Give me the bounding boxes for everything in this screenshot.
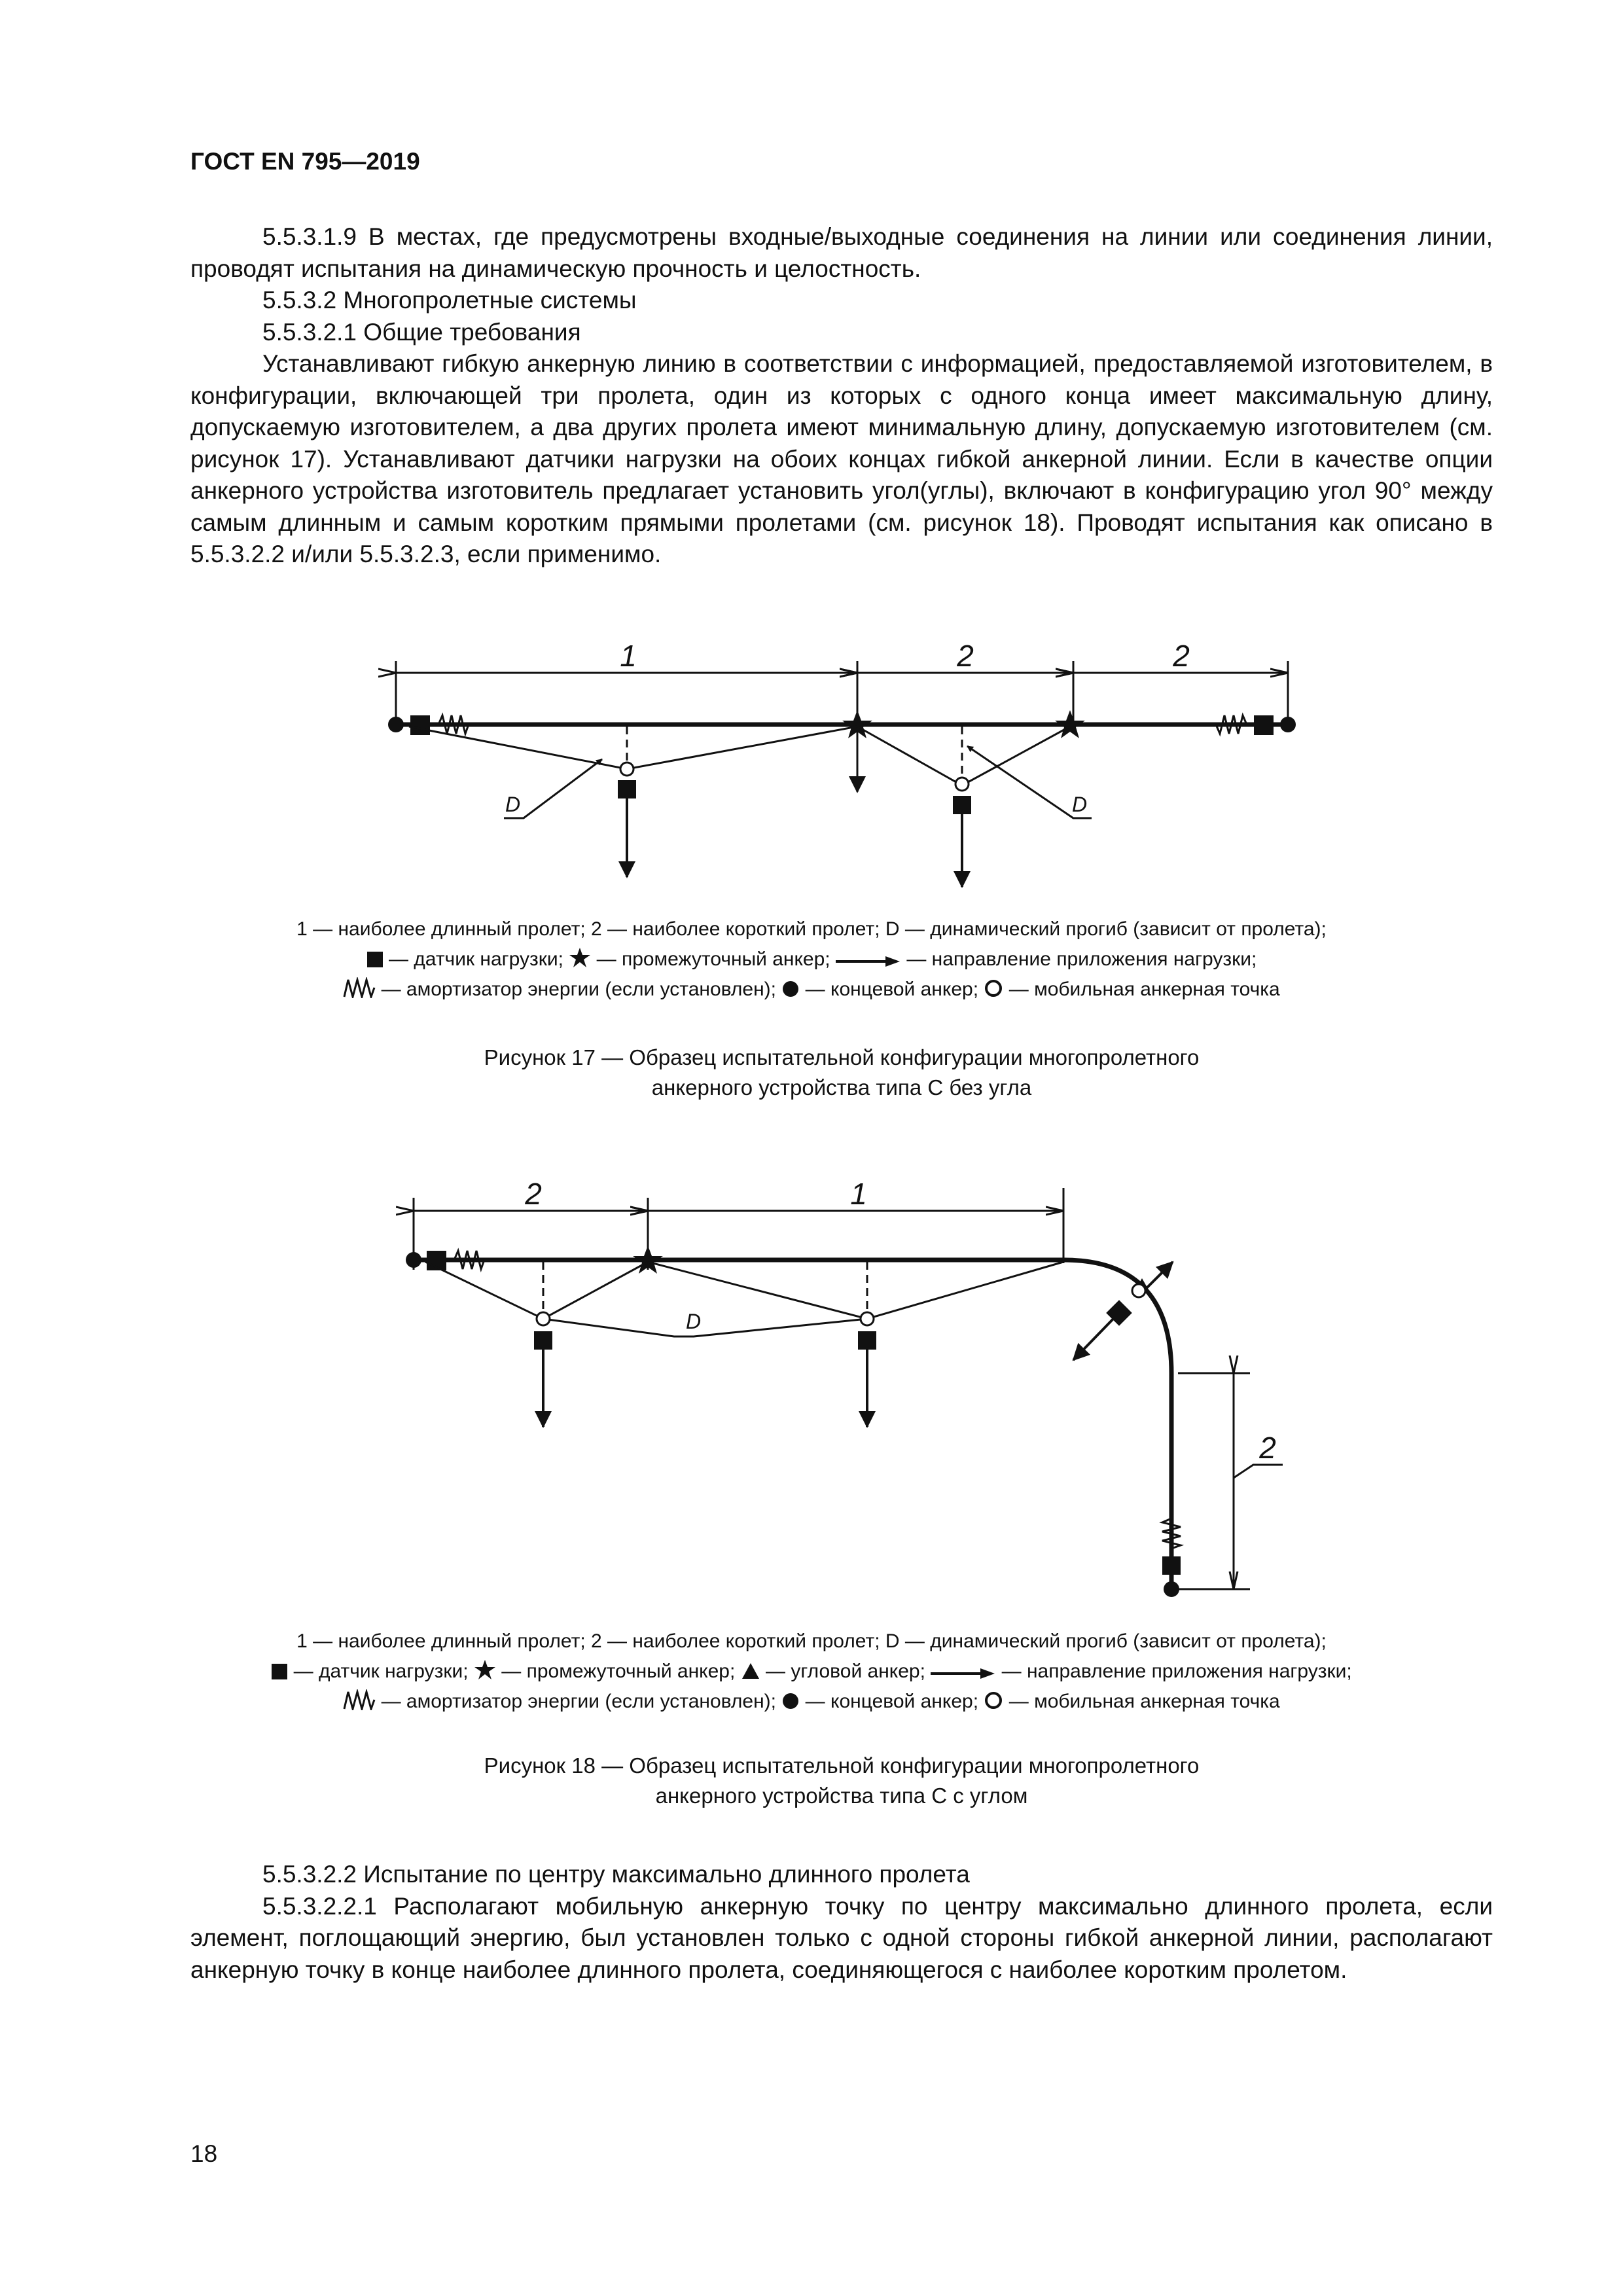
end-anchor-icon bbox=[781, 980, 800, 998]
figure-18-diagram bbox=[0, 1172, 1623, 1610]
legend-text: — промежуточный анкер; bbox=[596, 948, 830, 970]
arrow-icon bbox=[931, 1667, 996, 1680]
closing-text bbox=[190, 1859, 1493, 1986]
figure-18-caption bbox=[190, 1751, 1493, 1811]
legend-line bbox=[131, 944, 1492, 975]
load-sensor bbox=[618, 780, 636, 798]
intro-text bbox=[190, 221, 1493, 571]
star-icon bbox=[569, 947, 591, 968]
load-sensor bbox=[1162, 1556, 1181, 1575]
load-sensor bbox=[534, 1331, 552, 1350]
end-anchor-icon bbox=[781, 1692, 800, 1710]
span-label-1: 1 bbox=[620, 639, 637, 673]
arrow-icon bbox=[836, 955, 901, 968]
legend-line bbox=[131, 1626, 1492, 1657]
end-anchor bbox=[1280, 717, 1296, 732]
legend-text: 1 — наиболее длинный пролет; 2 — наиболее короткий пролет; D — динамический прогиб (зависит от пролета); bbox=[296, 1630, 1327, 1652]
legend-text: — мобильная анкерная точка bbox=[1008, 978, 1280, 1000]
mobile-anchor-point bbox=[1132, 1284, 1145, 1297]
figure-18-legend bbox=[131, 1626, 1492, 1717]
load-direction-arrow bbox=[1073, 1318, 1115, 1360]
end-anchor bbox=[406, 1252, 421, 1268]
load-sensor-icon bbox=[271, 1663, 288, 1680]
load-sensor bbox=[410, 715, 430, 735]
paragraph: 5.5.3.2 Многопролетные системы bbox=[262, 287, 637, 314]
legend-text: 1 — наиболее длинный пролет; 2 — наиболее короткий пролет; D — динамический прогиб (зависит от пролета); bbox=[296, 918, 1327, 940]
caption-line: анкерного устройства типа С без угла bbox=[651, 1075, 1032, 1100]
span-label-2: 2 bbox=[1259, 1431, 1276, 1465]
span-label-1: 1 bbox=[850, 1177, 867, 1211]
load-sensor bbox=[858, 1331, 876, 1350]
figure-17-caption bbox=[190, 1043, 1493, 1103]
caption-line: Рисунок 18 — Образец испытательной конфигурации многопролетного bbox=[484, 1753, 1200, 1778]
mobile-anchor-point bbox=[955, 778, 969, 791]
energy-absorber bbox=[1216, 715, 1254, 734]
legend-text: — направление приложения нагрузки; bbox=[906, 948, 1257, 970]
energy-absorber-icon bbox=[343, 977, 376, 998]
load-sensor bbox=[953, 796, 971, 814]
legend-text: — концевой анкер; bbox=[805, 978, 979, 1000]
figure-17-legend bbox=[131, 914, 1492, 1005]
paragraph: 5.5.3.2.2 Испытание по центру максимально длинного пролета bbox=[262, 1861, 970, 1888]
energy-absorber bbox=[446, 1251, 484, 1269]
legend-text: — угловой анкер; bbox=[766, 1660, 925, 1682]
span-label-2: 2 bbox=[957, 639, 974, 673]
anchor-line bbox=[414, 1260, 1171, 1589]
paragraph: 5.5.3.2.2.1 Располагают мобильную анкерную точку по центру максимально длинного пролета, если элемент, поглощающий энергию, был установлен только с одной стороны гибкой анкерной линии, располагают анкерную точку в конце наиболее длинного пролета, соединяющегося с наиболее коротким пролетом. bbox=[190, 1892, 1493, 1983]
document-header: ГОСТ EN 795—2019 bbox=[190, 148, 420, 175]
deflection-label: D bbox=[505, 793, 521, 816]
paragraph: 5.5.3.1.9 В местах, где предусмотрены входные/выходные соединения на линии или соединения линии, проводят испытания на динамическую прочность и целостность. bbox=[190, 223, 1493, 282]
mobile-anchor-point bbox=[620, 762, 633, 776]
legend-line bbox=[131, 1687, 1492, 1717]
paragraph: 5.5.3.2.1 Общие требования bbox=[262, 318, 581, 346]
energy-absorber-icon bbox=[343, 1689, 376, 1710]
triangle-icon bbox=[741, 1662, 760, 1680]
page-number: 18 bbox=[190, 2140, 218, 2167]
legend-text: — концевой анкер; bbox=[805, 1691, 979, 1712]
deflection-label: D bbox=[686, 1310, 702, 1333]
legend-text: — датчик нагрузки; bbox=[388, 948, 563, 970]
legend-line bbox=[131, 975, 1492, 1005]
load-sensor-icon bbox=[366, 951, 383, 968]
mobile-anchor-point bbox=[537, 1312, 550, 1325]
span-label-2: 2 bbox=[525, 1177, 542, 1211]
legend-text: — амортизатор энергии (если установлен); bbox=[381, 978, 776, 1000]
paragraph: Устанавливают гибкую анкерную линию в соответствии с информацией, предоставляемой изготовителем, в конфигурации, включающей три пролета, один из которых с одного конца имеет максимальную длину, допускаемую изготовителем, а два других пролета имеют минимальную длину, допускаемую изготовителем (см. рисунок 17). Устанавливают датчики нагрузки на обоих концах гибкой анкерной линии. Если в качестве опции анкерного устройства изготовитель предлагает установить угол(углы), включают в конфигурацию угол 90° между самым длинным и самым коротким прямыми пролетами (см. рисунок 18). Проводят испытания как описано в 5.5.3.2.2 и/или 5.5.3.2.3, если применимо. bbox=[190, 350, 1493, 567]
legend-text: — амортизатор энергии (если установлен); bbox=[381, 1691, 776, 1712]
deflection-label: D bbox=[1072, 793, 1088, 816]
legend-text: — мобильная анкерная точка bbox=[1008, 1691, 1280, 1712]
legend-text: — датчик нагрузки; bbox=[293, 1660, 469, 1682]
legend-text: — направление приложения нагрузки; bbox=[1001, 1660, 1352, 1682]
mobile-point-icon bbox=[984, 1691, 1003, 1710]
caption-line: Рисунок 17 — Образец испытательной конфигурации многопролетного bbox=[484, 1045, 1200, 1069]
legend-text: — промежуточный анкер; bbox=[501, 1660, 736, 1682]
caption-line: анкерного устройства типа С с углом bbox=[655, 1784, 1028, 1808]
mobile-anchor-point bbox=[861, 1312, 874, 1325]
legend-line bbox=[131, 914, 1492, 944]
end-anchor bbox=[1164, 1581, 1179, 1597]
end-anchor bbox=[388, 717, 404, 732]
mobile-point-icon bbox=[984, 978, 1003, 998]
legend-line bbox=[131, 1657, 1492, 1687]
load-sensor bbox=[1254, 715, 1274, 735]
figure-17-diagram bbox=[0, 622, 1623, 897]
span-label-2: 2 bbox=[1173, 639, 1190, 673]
star-icon bbox=[474, 1659, 496, 1680]
